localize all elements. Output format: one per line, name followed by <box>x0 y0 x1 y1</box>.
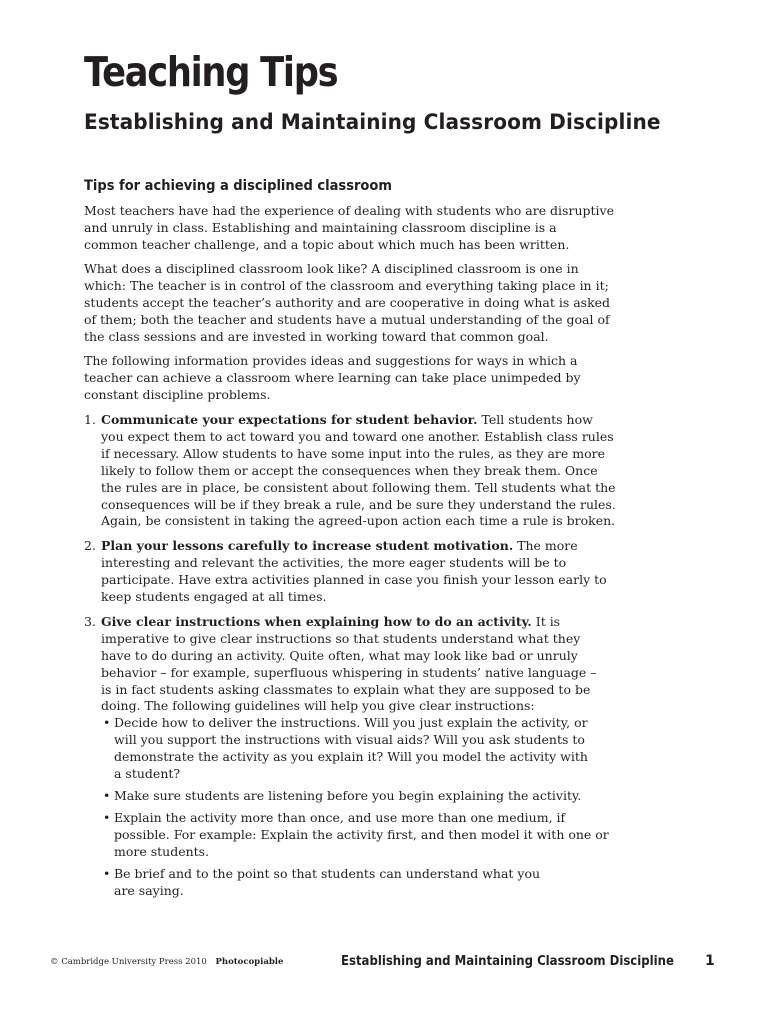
text-line: and unruly in class. Establishing and maintaining classroom discipline is a <box>84 219 557 235</box>
bullet-icon: • <box>103 715 111 731</box>
text-line: constant discipline problems. <box>84 387 271 403</box>
tip-heading: Communicate your expectations for student behavior. <box>101 411 478 427</box>
bullet-icon: • <box>103 809 111 825</box>
footer-copyright <box>50 957 283 967</box>
bullet-item <box>101 810 609 861</box>
bullet-icon: • <box>103 788 111 803</box>
text-line: Be brief and to the point so that students can understand what you <box>114 865 541 881</box>
list-number: 2. <box>84 538 96 554</box>
text-line: Explain the activity more than once, and use more than one medium, if <box>114 809 566 825</box>
text-line: possible. For example: Explain the activity first, and then model it with one or <box>114 826 609 842</box>
text-line: if necessary. Allow students to have some input into the rules, as they are more <box>101 445 606 461</box>
text-line: Decide how to deliver the instructions. Will you just explain the activity, or <box>114 715 588 731</box>
photocopiable-label: Photocopiable <box>215 957 284 967</box>
bullet-item <box>101 788 609 805</box>
text-line: imperative to give clear instructions so that students understand what they <box>101 630 581 646</box>
text-line: What does a disciplined classroom look like? A disciplined classroom is one in <box>84 261 579 277</box>
text-line: common teacher challenge, and a topic about which much has been written. <box>84 236 570 252</box>
text-line: is in fact students asking classmates to explain what they are supposed to be <box>101 681 591 697</box>
text-line: Most teachers have had the experience of dealing with students who are disruptive <box>84 203 614 218</box>
text-line: teacher can achieve a classroom where learning can take place unimpeded by <box>84 370 581 386</box>
text-line: are saying. <box>114 882 184 898</box>
tip-item-1 <box>84 411 616 530</box>
text-line: Again, be consistent in taking the agreed-upon action each time a rule is broken. <box>101 513 616 529</box>
text-line: behavior – for example, superfluous whispering in students’ native language – <box>101 664 597 680</box>
section-heading: Tips for achieving a disciplined classroom <box>84 178 392 194</box>
text-line: Make sure students are listening before you begin explaining the activity. <box>114 788 582 803</box>
lead-in-paragraph <box>84 353 609 404</box>
text-line: The following information provides ideas and suggestions for ways in which a <box>84 353 578 369</box>
copyright-text: © Cambridge University Press 2010 <box>50 957 207 967</box>
text-line: keep students engaged at all times. <box>101 589 327 605</box>
text-line <box>101 614 609 631</box>
tip-heading: Plan your lessons carefully to increase student motivation. <box>101 538 514 554</box>
text-line: have to do during an activity. Quite often, what may look like bad or unruly <box>101 647 578 663</box>
text-line: interesting and relevant the activities, the more eager students will be to <box>101 555 567 571</box>
text-line: likely to follow them or accept the consequences when they break them. Once <box>101 462 598 478</box>
text-line <box>101 538 609 555</box>
text-line: demonstrate the activity as you explain it? Will you model the activity with <box>114 749 588 765</box>
tips-list <box>84 411 616 899</box>
list-number: 3. <box>84 613 96 629</box>
text-line: more students. <box>114 843 210 859</box>
text-line: which: The teacher is in control of the classroom and everything taking place in it; <box>84 278 609 294</box>
text-line: consequences will be if they break a rule, and be sure they understand the rules. <box>101 496 616 512</box>
text-line: students accept the teacher’s authority and are cooperative in doing what is asked <box>84 295 611 311</box>
tip-item-2 <box>84 538 609 606</box>
text-fragment: Tell students how <box>477 411 593 427</box>
tip-heading: Give clear instructions when explaining how to do an activity. <box>101 613 532 629</box>
bullet-icon: • <box>103 865 111 881</box>
guidelines-list <box>101 715 609 899</box>
definition-paragraph <box>84 261 609 346</box>
text-line: participate. Have extra activities planned in case you finish your lesson early to <box>101 572 607 588</box>
text-line: of them; both the teacher and students have a mutual understanding of the goal of <box>84 311 610 327</box>
page-title: Teaching Tips <box>84 48 338 96</box>
text-fragment: The more <box>513 538 578 554</box>
intro-paragraph <box>84 203 614 254</box>
footer-running-title: Establishing and Maintaining Classroom Discipline <box>341 954 674 969</box>
text-line <box>101 412 609 429</box>
page-number: 1 <box>705 953 715 969</box>
page-subtitle: Establishing and Maintaining Classroom Discipline <box>84 110 661 135</box>
tip-item-3 <box>84 614 609 900</box>
bullet-item <box>101 866 609 900</box>
text-line: a student? <box>114 766 181 782</box>
text-line: doing. The following guidelines will help you give clear instructions: <box>101 698 535 714</box>
text-line: the rules are in place, be consistent about following them. Tell students what the <box>101 479 616 495</box>
text-line: you expect them to act toward you and toward one another. Establish class rules <box>101 428 614 444</box>
bullet-item <box>101 715 609 783</box>
list-number: 1. <box>84 411 96 427</box>
text-line: will you support the instructions with visual aids? Will you ask students to <box>114 732 585 748</box>
text-line: the class sessions and are invested in working toward that common goal. <box>84 328 549 344</box>
body-text <box>84 203 616 907</box>
text-fragment: It is <box>531 613 561 629</box>
